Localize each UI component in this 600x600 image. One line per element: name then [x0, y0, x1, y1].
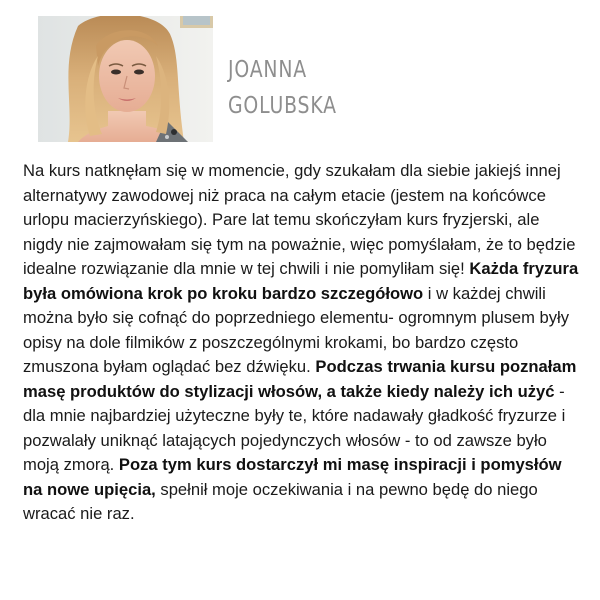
testimonial-segment: Na kurs natknęłam się w momencie, gdy szukałam dla siebie jakiejś innej alternatywy zawodowej niż praca na całym etacie (jestem na końcówce urlopu macierzyńskiego). Pare lat temu skończyłam kurs fryzjerski, ale nigdy nie zajmowałam się tym na poważnie, więc pomyślałam, że to będzie idealne rozwiązanie dla mnie w tej chwili i nie pomyliłam się!: [23, 161, 576, 278]
testimonial-segment: spełnił moje oczekiwania i na pewno będę do niego wracać nie raz.: [23, 479, 538, 523]
profile-photo: [38, 16, 213, 142]
portrait-image: [38, 16, 213, 142]
testimonial-text: [23, 159, 581, 527]
testimonial-highlight: Poza tym kurs dostarczył mi masę inspiracji i pomysłów na nowe upięcia,: [23, 455, 562, 499]
testimonial-highlight: Każda fryzura była omówiona krok po kroku bardzo szczegółowo: [23, 259, 579, 303]
person-name: [228, 52, 337, 124]
first-name: JOANNA: [228, 57, 308, 83]
last-name: GOLUBSKA: [228, 93, 337, 119]
testimonial-segment: i w każdej chwili można było się cofnąć do poprzedniego elementu- ogromnym plusem były opisy na dole filmików z poszczególnymi krokami, bo bardzo często zmuszona byłam oglądać bez dźwięku.: [23, 283, 570, 376]
testimonial-highlight: Podczas trwania kursu poznałam masę produktów do stylizacji włosów, a także kiedy należy ich użyć: [23, 357, 577, 401]
testimonial-segment: - dla mnie najbardziej użyteczne były te, które nadawały gładkość fryzurze i pozwalały uniknąć latających pojedynczych włosów - to od zawsze było moją zmorą.: [23, 381, 566, 474]
